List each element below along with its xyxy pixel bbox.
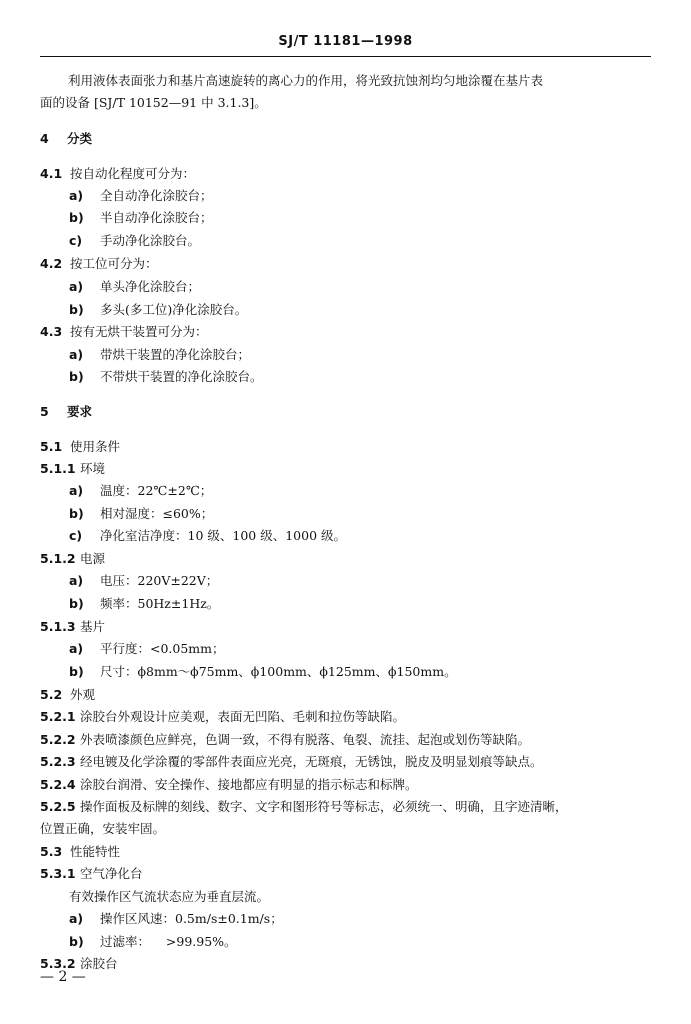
list-item: b) 不带烘干装置的净化涂胶台。	[69, 369, 263, 384]
section-5-1-3: 5.1.3 基片	[40, 619, 106, 634]
list-item: a) 操作区风速：0.5m/s±0.1m/s；	[69, 911, 283, 926]
section-5-2-5-cont: 位置正确，安装牢固。	[40, 821, 166, 836]
page-header: SJ/T 11181—1998	[278, 34, 413, 49]
list-item: a) 电压：220V±22V；	[69, 573, 219, 588]
list-item: b) 相对湿度：≤60%；	[69, 506, 214, 521]
list-item: a) 全自动净化涂胶台；	[69, 188, 213, 203]
section-5-2: 5.2 外观	[40, 687, 96, 702]
section-5-2-2: 5.2.2 外表喷漆颜色应鲜亮，色调一致，不得有脱落、龟裂、流挂、起泡或划伤等缺陷。	[40, 732, 531, 747]
list-item: b) 半自动净化涂胶台；	[69, 210, 213, 225]
list-item: b) 过滤率： >99.95%。	[69, 934, 237, 949]
section-5-1-2: 5.1.2 电源	[40, 551, 106, 566]
list-item: c) 手动净化涂胶台。	[69, 233, 201, 248]
page-number: — 2 —	[40, 969, 86, 985]
intro-line-2: 面的设备 [SJ/T 10152—91 中 3.1.3]。	[40, 95, 267, 110]
section-5-2-3: 5.2.3 经电镀及化学涂覆的零部件表面应光亮，无斑痕，无锈蚀，脱皮及明显划痕等缺点。	[40, 754, 543, 769]
section-4-2: 4.2 按工位可分为：	[40, 256, 158, 271]
section-5-3: 5.3 性能特性	[40, 844, 121, 859]
section-4-3: 4.3 按有无烘干装置可分为：	[40, 324, 208, 339]
list-item: a) 温度：22℃±2℃；	[69, 483, 213, 498]
section-5-1: 5.1 使用条件	[40, 439, 121, 454]
section-5-2-1: 5.2.1 涂胶台外观设计应美观，表面无凹陷、毛刺和拉伤等缺陷。	[40, 709, 406, 724]
list-item: b) 多头(多工位)净化涂胶台。	[69, 302, 248, 317]
section-5-3-1-desc: 有效操作区气流状态应为垂直层流。	[69, 889, 270, 904]
section-4-heading: 4 分类	[40, 131, 93, 146]
section-5-2-4: 5.2.4 涂胶台润滑、安全操作、接地都应有明显的指示标志和标牌。	[40, 777, 418, 792]
section-5-3-2: 5.3.2 涂胶台	[40, 956, 118, 971]
section-5-1-1: 5.1.1 环境	[40, 461, 106, 476]
list-item: b) 频率：50Hz±1Hz。	[69, 596, 220, 611]
section-5-3-1: 5.3.1 空气净化台	[40, 866, 143, 881]
intro-line-1: 利用液体表面张力和基片高速旋转的离心力的作用，将光致抗蚀剂均匀地涂覆在基片表	[68, 73, 544, 88]
list-item: a) 平行度：<0.05mm；	[69, 641, 225, 656]
section-4-1: 4.1 按自动化程度可分为：	[40, 166, 196, 181]
list-item: b) 尺寸：ϕ8mm～ϕ75mm、ϕ100mm、ϕ125mm、ϕ150mm。	[69, 664, 457, 679]
section-5-heading: 5 要求	[40, 404, 93, 419]
section-5-2-5: 5.2.5 操作面板及标牌的刻线、数字、文字和图形符号等标志，必须统一、明确，且字迹清晰，	[40, 799, 568, 814]
list-item: a) 带烘干装置的净化涂胶台；	[69, 347, 251, 362]
list-item: c) 净化室洁净度：10 级、100 级、1000 级。	[69, 528, 346, 543]
list-item: a) 单头净化涂胶台；	[69, 279, 201, 294]
header-rule	[40, 56, 651, 57]
